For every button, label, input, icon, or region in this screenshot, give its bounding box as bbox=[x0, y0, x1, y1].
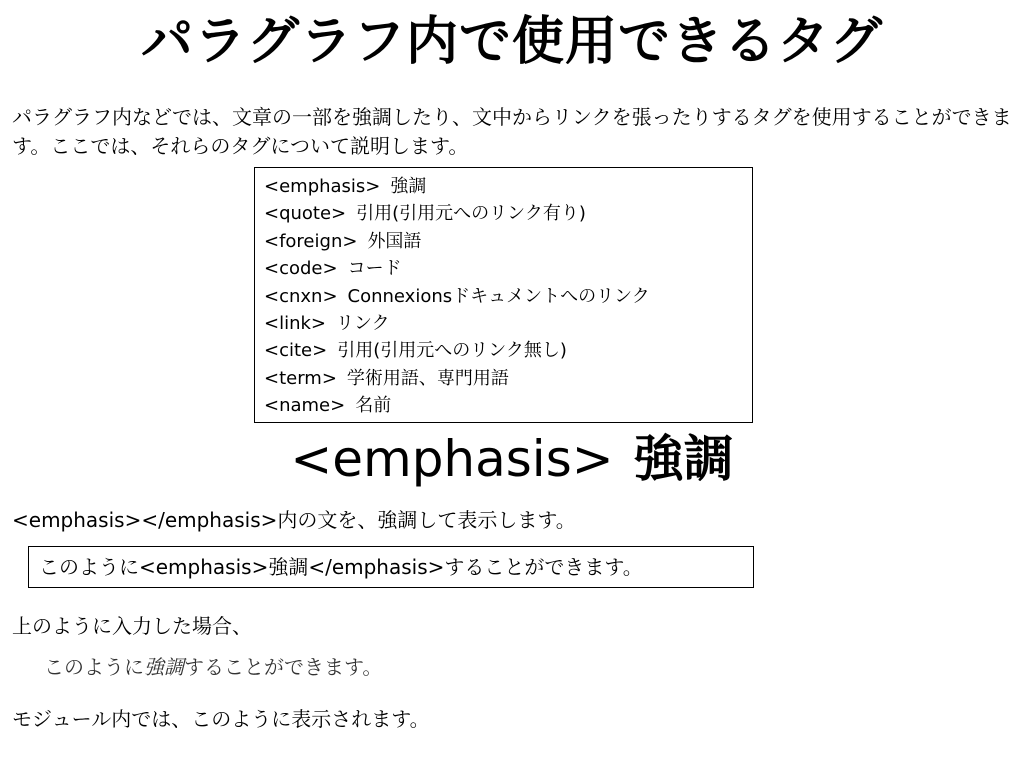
rendered-text-after: することができます。 bbox=[184, 657, 383, 679]
tag-name: <cnxn> bbox=[264, 285, 338, 307]
rendered-emphasis: 強調 bbox=[144, 657, 184, 679]
code-example-box bbox=[28, 546, 754, 588]
tag-name: <quote> bbox=[264, 203, 347, 225]
tag-list-item bbox=[264, 310, 743, 337]
tag-name: <code> bbox=[264, 258, 338, 280]
tag-description: 名前 bbox=[355, 395, 392, 417]
tag-name: <term> bbox=[264, 367, 337, 389]
section-heading-label: 強調 bbox=[633, 430, 734, 488]
tag-list-item bbox=[264, 200, 743, 227]
tag-list-item bbox=[264, 228, 743, 255]
tag-list-item bbox=[264, 283, 743, 310]
tag-description: 引用(引用元へのリンク無し) bbox=[337, 340, 567, 362]
rendered-example bbox=[44, 653, 382, 683]
tag-description: コード bbox=[347, 258, 402, 280]
tag-name: <name> bbox=[264, 395, 346, 417]
tag-list-item bbox=[264, 392, 743, 419]
tag-list-item bbox=[264, 173, 743, 200]
tag-description: 引用(引用元へのリンク有り) bbox=[356, 203, 586, 225]
page-title: パラグラフ内で使用できるタグ bbox=[140, 12, 883, 72]
code-example: このように<emphasis>強調</emphasis>することができます。 bbox=[39, 555, 643, 579]
tag-description: Connexionsドキュメントへのリンク bbox=[347, 285, 650, 307]
tag-description: 強調 bbox=[390, 176, 427, 197]
intro-paragraph: パラグラフ内などでは、文章の一部を強調したり、文中からリンクを張ったりするタグを使用することができます。ここでは、それらのタグについて説明します。 bbox=[12, 105, 1012, 158]
section-heading bbox=[0, 422, 1024, 496]
tag-description: 学術用語、専門用語 bbox=[346, 367, 509, 389]
tag-name: <emphasis> bbox=[264, 176, 381, 197]
module-note: モジュール内では、このように表示されます。 bbox=[12, 707, 430, 731]
section-heading-tag: <emphasis> bbox=[290, 430, 614, 488]
tag-list-box bbox=[254, 167, 753, 423]
tag-name: <link> bbox=[264, 313, 326, 335]
tag-list-item bbox=[264, 255, 743, 282]
section-description: <emphasis></emphasis>内の文を、強調して表示します。 bbox=[12, 508, 576, 532]
tag-name: <foreign> bbox=[264, 230, 358, 252]
tag-description: リンク bbox=[336, 313, 390, 335]
tag-list-item bbox=[264, 365, 743, 392]
tag-description: 外国語 bbox=[367, 230, 422, 252]
rendered-text-before: このように bbox=[44, 657, 144, 679]
tag-list-item bbox=[264, 337, 743, 364]
tag-name: <cite> bbox=[264, 340, 328, 362]
input-note: 上のように入力した場合、 bbox=[12, 614, 252, 638]
